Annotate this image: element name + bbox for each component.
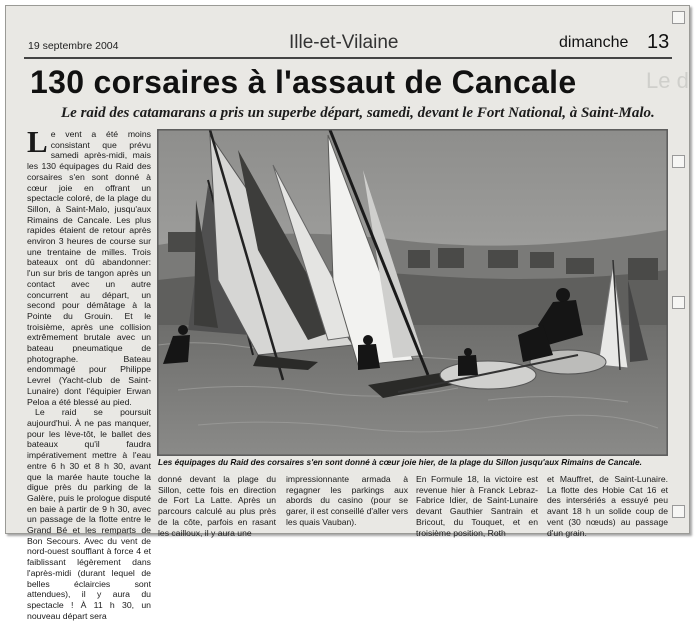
bottom-column-3: En Formule 18, la victoire est revenue hier à Franck Lebraz-Fabrice Idier, de Saint-Lunaire devant Gauthier Santrain et Bricout, du Touquet, et en troisième position, Roth [416, 474, 538, 538]
binder-hole [672, 11, 685, 24]
header-date: 19 septembre 2004 [28, 40, 119, 52]
header-day: dimanche [559, 34, 629, 51]
header-page-number: 13 [647, 31, 670, 53]
binder-hole [672, 505, 685, 518]
article-paragraph-2: Le raid se poursuit aujourd'hui. À ne pas manquer, pour les lève-tôt, le ballet des bateaux qu'il faudra impérativement mettre à l'eau entre 6 h 30 et 8 h 30, avant que la marée haute touche la digue près du parking de la Galère, puis le prologue disputé en baie à partir de 9 h 30, avec un passage de la flotte entre le Grand Bé et les remparts de Bon Secours. Avec du vent de nord-ouest soufflant à force 4 et faiblissant légèrement dans l'après-midi (durant lequel de belles éclaircies sont attendues), il y aura du spectacle ! À 11 h 30, un nouveau départ sera [27, 407, 151, 621]
article-body-left-column [27, 124, 151, 621]
bottom-column-4: et Mauffret, de Saint-Lunaire. La flotte des Hobie Cat 16 et des intersériés a essuyé peu avant 18 h un solide coup de vent (30 nœuds) au passage d'un grain. [547, 474, 668, 538]
bottom-column-1: donné devant la plage du Sillon, cette fois en direction de Fort La Latte. Après un parcours calculé au plus près de la côte, parfois en rasant les cailloux, il y aura une [158, 474, 276, 538]
article-title: 130 corsaires à l'assaut de Cancale [30, 64, 577, 100]
binder-hole [672, 155, 685, 168]
drop-cap: L [27, 124, 48, 159]
bottom-column-2: impressionnante armada à regagner les parkings aux abords du casino (pour se garer, il est conseillé d'aller vers les quais Vauban). [286, 474, 408, 527]
header-divider [24, 57, 672, 59]
header-region: Ille-et-Vilaine [289, 32, 399, 53]
newspaper-page [5, 5, 690, 621]
binder-hole [672, 296, 685, 309]
bleed-through-text: Le d [646, 68, 689, 93]
article-photo [157, 129, 668, 456]
photo-caption: Les équipages du Raid des corsaires s'en sont donné à cœur joie hier, de la plage du Sillon jusqu'aux Rimains de Cancale. [158, 457, 642, 467]
catamaran-race-photo [158, 130, 667, 455]
article-paragraph-1: Le vent a été moins consistant que prévu samedi après-midi, mais les 130 équipages du Raid des corsaires s'en sont donné à cœur joie en offrant un spectacle coloré, de la plage du Sillon, à Saint-Malo, jusqu'aux Rimains de Cancale. Les plus rapides étaient de retour après environ 3 heures de course sur une trentaine de milles. Trois bateaux ont dû abandonner: l'un sur bris de tangon après un contact avec un autre concurrent au départ, un second pour démâtage à la Pointe du Grouin. Et le troisième, après une collision extrêmement brutale avec un bateau pneumatique de photographe. Bateau endommagé pour Philippe Levrel (Yacht-club de Saint-Lunaire) dont l'équipier Erwan Peloa a été blessé au pied. [27, 124, 151, 407]
article-subtitle: Le raid des catamarans a pris un superbe départ, samedi, devant le Fort National, à Saint-Malo. [61, 105, 655, 121]
